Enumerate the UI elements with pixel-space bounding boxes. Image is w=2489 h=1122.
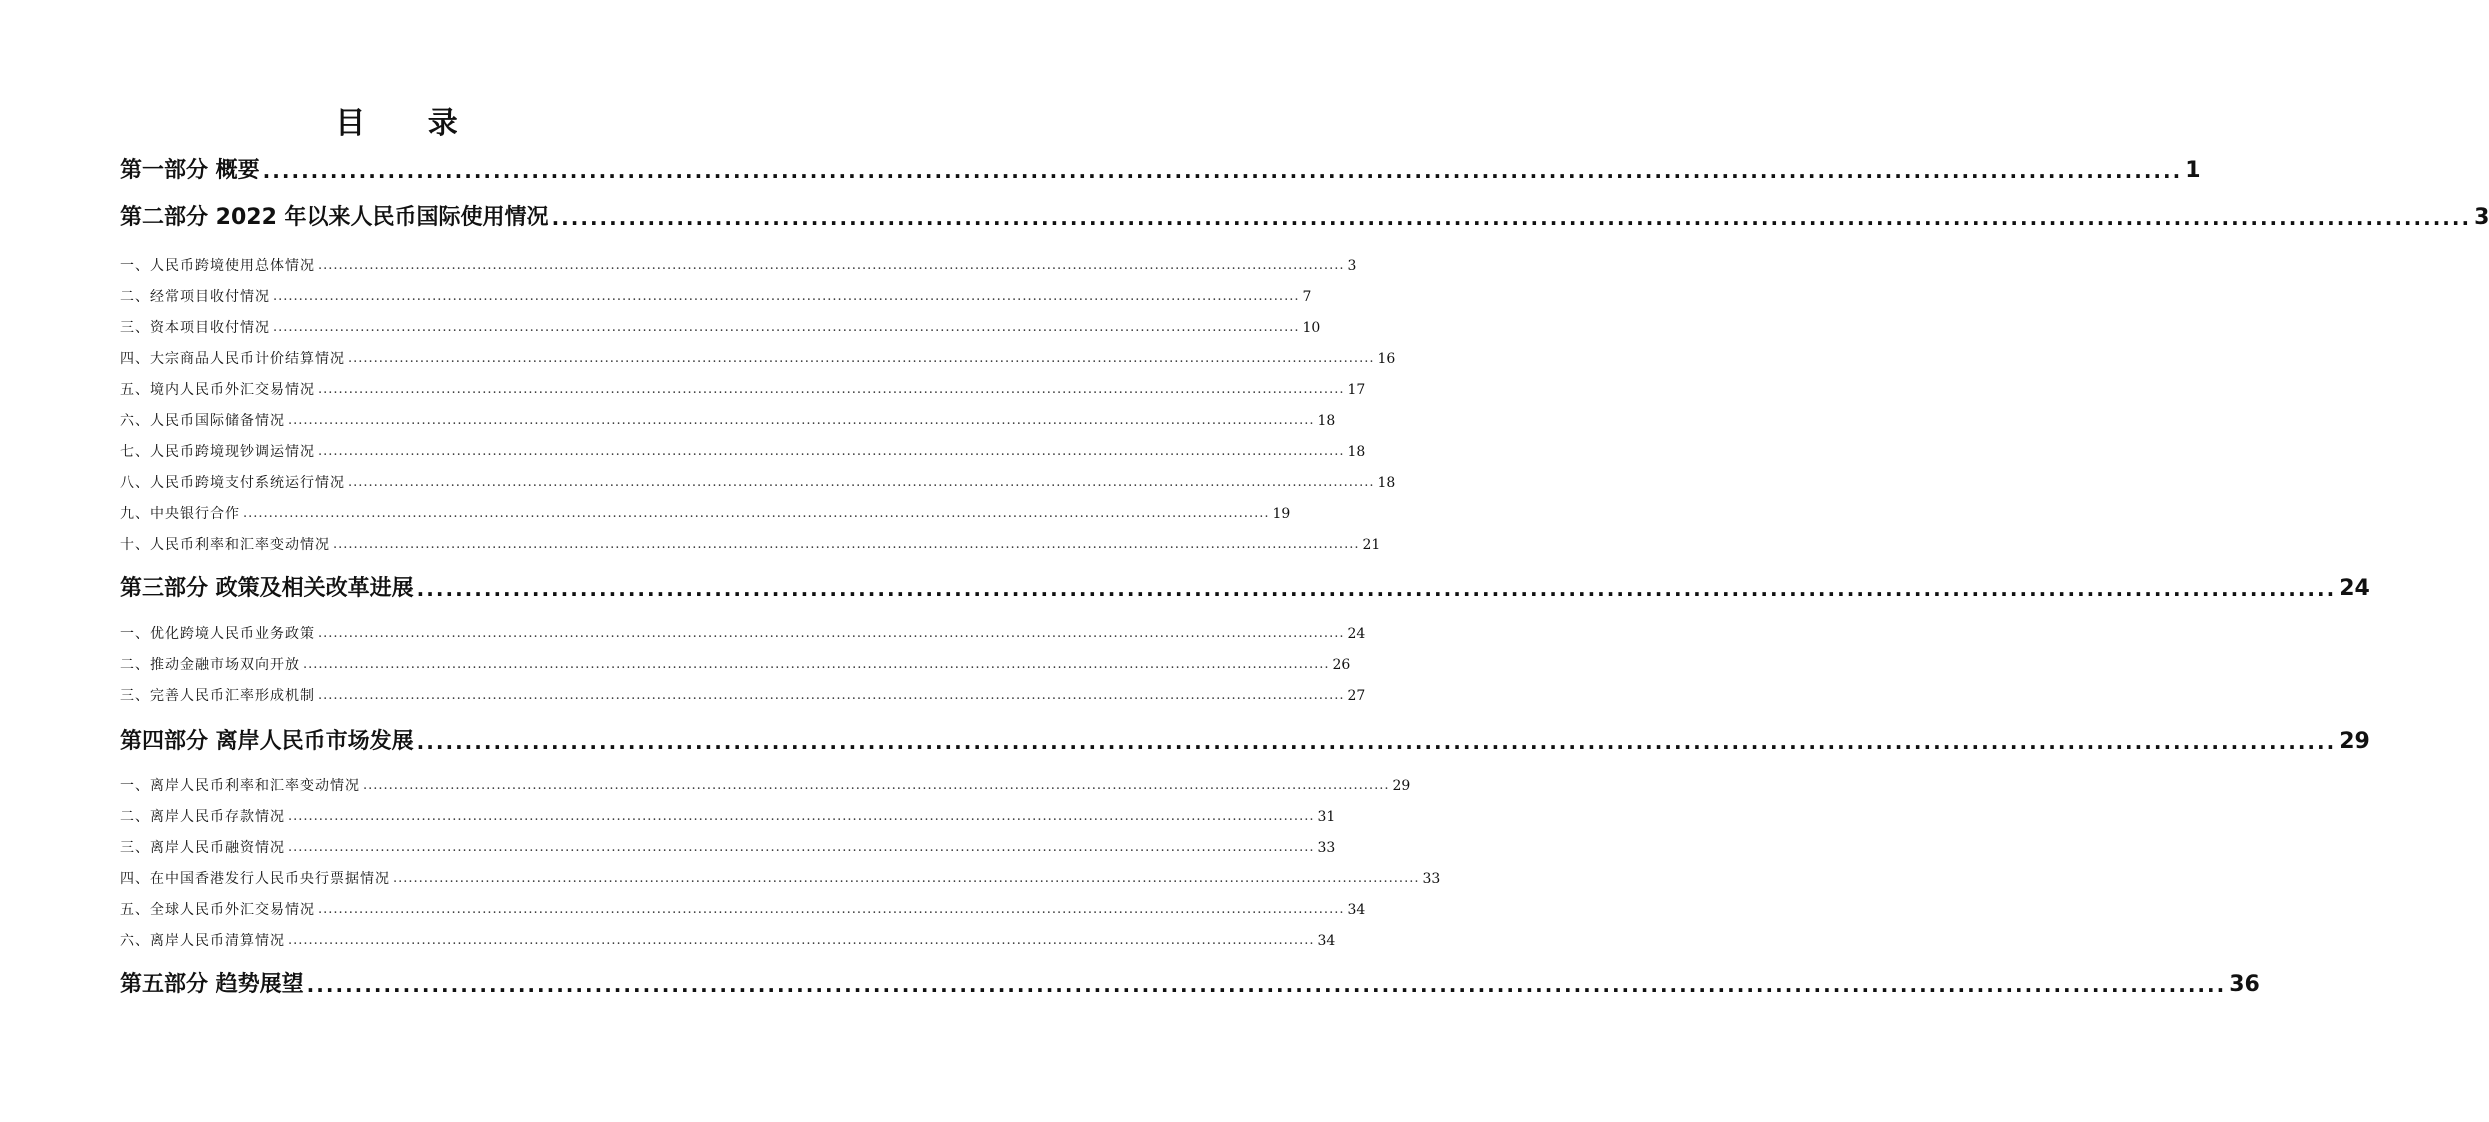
toc-leader: ........................................................................................................................................................................................................	[273, 289, 1300, 304]
toc-row-part-3[interactable]	[120, 574, 2370, 604]
toc-page-number: 36	[2229, 972, 2260, 997]
toc-label: 二、经常项目收付情况	[120, 289, 270, 305]
toc-row-section[interactable]	[120, 807, 1336, 827]
toc-leader: ........................................................................................................................................................................................................	[363, 778, 1390, 793]
toc-row-section[interactable]	[120, 655, 1351, 675]
toc-label: 第五部分 趋势展望	[120, 972, 304, 997]
toc-page-number: 1	[2185, 158, 2201, 183]
toc-row-part-1[interactable]	[120, 156, 2201, 186]
toc-label: 六、离岸人民币清算情况	[120, 933, 285, 949]
toc-label: 一、优化跨境人民币业务政策	[120, 626, 315, 642]
toc-page-number: 18	[1317, 413, 1336, 429]
toc-row-section[interactable]	[120, 776, 1411, 796]
toc-leader: ........................................................................................................................................................................................................	[348, 475, 1375, 490]
toc-page-number: 21	[1362, 537, 1381, 553]
toc-page-number: 18	[1377, 475, 1396, 491]
toc-label: 五、境内人民币外汇交易情况	[120, 382, 315, 398]
page-title: 目 录	[335, 106, 484, 141]
toc-row-section[interactable]	[120, 380, 1366, 400]
toc-page-number: 31	[1317, 809, 1336, 825]
toc-page-number: 26	[1332, 657, 1351, 673]
toc-label: 三、完善人民币汇率形成机制	[120, 688, 315, 704]
toc-leader: ........................................................................................................................................................................................................	[333, 537, 1360, 552]
toc-label: 四、在中国香港发行人民币央行票据情况	[120, 871, 390, 887]
toc-label: 一、离岸人民币利率和汇率变动情况	[120, 778, 360, 794]
toc-label: 三、资本项目收付情况	[120, 320, 270, 336]
toc-row-section[interactable]	[120, 869, 1441, 889]
toc-row-section[interactable]	[120, 931, 1336, 951]
toc-label: 七、人民币跨境现钞调运情况	[120, 444, 315, 460]
toc-row-section[interactable]	[120, 624, 1366, 644]
toc-leader: ........................................................................................................................................................................................................	[288, 840, 1315, 855]
toc-page-number: 33	[1422, 871, 1441, 887]
toc-page-number: 33	[1317, 840, 1336, 856]
toc-row-part-4[interactable]	[120, 727, 2370, 757]
toc-row-part-5[interactable]	[120, 970, 2260, 1000]
toc-label: 一、人民币跨境使用总体情况	[120, 258, 315, 274]
toc-row-part-2[interactable]	[120, 203, 2489, 233]
toc-label: 八、人民币跨境支付系统运行情况	[120, 475, 345, 491]
toc-leader: ........................................................................................................................................................................................................	[551, 206, 2472, 230]
toc-leader: ........................................................................................................................................................................................................	[243, 506, 1270, 521]
toc-leader: ........................................................................................................................................................................................................	[318, 626, 1345, 641]
toc-label: 第一部分 概要	[120, 158, 260, 183]
toc-leader: ........................................................................................................................................................................................................	[262, 159, 2183, 183]
toc-row-section[interactable]	[120, 349, 1396, 369]
toc-page-number: 29	[1392, 778, 1411, 794]
toc-row-section[interactable]	[120, 900, 1366, 920]
toc-page-number: 29	[2339, 729, 2370, 754]
toc-label: 二、离岸人民币存款情况	[120, 809, 285, 825]
toc-page-number: 3	[1347, 258, 1357, 274]
toc-leader: ........................................................................................................................................................................................................	[318, 382, 1345, 397]
toc-row-section[interactable]	[120, 473, 1396, 493]
toc-page-number: 7	[1302, 289, 1312, 305]
toc-row-section[interactable]	[120, 442, 1366, 462]
toc-page-number: 17	[1347, 382, 1366, 398]
toc-label: 十、人民币利率和汇率变动情况	[120, 537, 330, 553]
toc-label: 九、中央银行合作	[120, 506, 240, 522]
toc-page-number: 24	[1347, 626, 1366, 642]
toc-leader: ........................................................................................................................................................................................................	[288, 809, 1315, 824]
toc-leader: ........................................................................................................................................................................................................	[318, 444, 1345, 459]
toc-leader: ........................................................................................................................................................................................................	[393, 871, 1420, 886]
toc-label: 六、人民币国际储备情况	[120, 413, 285, 429]
toc-label: 四、大宗商品人民币计价结算情况	[120, 351, 345, 367]
toc-leader: ........................................................................................................................................................................................................	[318, 258, 1345, 273]
toc-row-section[interactable]	[120, 504, 1291, 524]
toc-leader: ........................................................................................................................................................................................................	[306, 973, 2227, 997]
toc-leader: ........................................................................................................................................................................................................	[416, 577, 2337, 601]
toc-page-number: 34	[1347, 902, 1366, 918]
toc-row-section[interactable]	[120, 287, 1312, 307]
toc-label: 二、推动金融市场双向开放	[120, 657, 300, 673]
toc-page-number: 19	[1272, 506, 1291, 522]
toc-label: 第二部分 2022 年以来人民币国际使用情况	[120, 205, 549, 230]
toc-page-number: 3	[2474, 205, 2489, 230]
toc-page-number: 16	[1377, 351, 1396, 367]
toc-label: 第四部分 离岸人民币市场发展	[120, 729, 414, 754]
toc-label: 三、离岸人民币融资情况	[120, 840, 285, 856]
toc-row-section[interactable]	[120, 838, 1336, 858]
toc-label: 第三部分 政策及相关改革进展	[120, 576, 414, 601]
toc-row-section[interactable]	[120, 318, 1321, 338]
toc-label: 五、全球人民币外汇交易情况	[120, 902, 315, 918]
toc-leader: ........................................................................................................................................................................................................	[288, 933, 1315, 948]
toc-page-number: 18	[1347, 444, 1366, 460]
toc-leader: ........................................................................................................................................................................................................	[288, 413, 1315, 428]
toc-leader: ........................................................................................................................................................................................................	[273, 320, 1300, 335]
toc-row-section[interactable]	[120, 411, 1336, 431]
toc-row-section[interactable]	[120, 535, 1381, 555]
toc-leader: ........................................................................................................................................................................................................	[348, 351, 1375, 366]
toc-leader: ........................................................................................................................................................................................................	[318, 902, 1345, 917]
toc-row-section[interactable]	[120, 256, 1357, 276]
toc-page-number: 10	[1302, 320, 1321, 336]
toc-page-number: 34	[1317, 933, 1336, 949]
toc-row-section[interactable]	[120, 686, 1366, 706]
toc-page-number: 24	[2339, 576, 2370, 601]
toc-page-number: 27	[1347, 688, 1366, 704]
toc-leader: ........................................................................................................................................................................................................	[303, 657, 1330, 672]
toc-leader: ........................................................................................................................................................................................................	[416, 730, 2337, 754]
toc-leader: ........................................................................................................................................................................................................	[318, 688, 1345, 703]
